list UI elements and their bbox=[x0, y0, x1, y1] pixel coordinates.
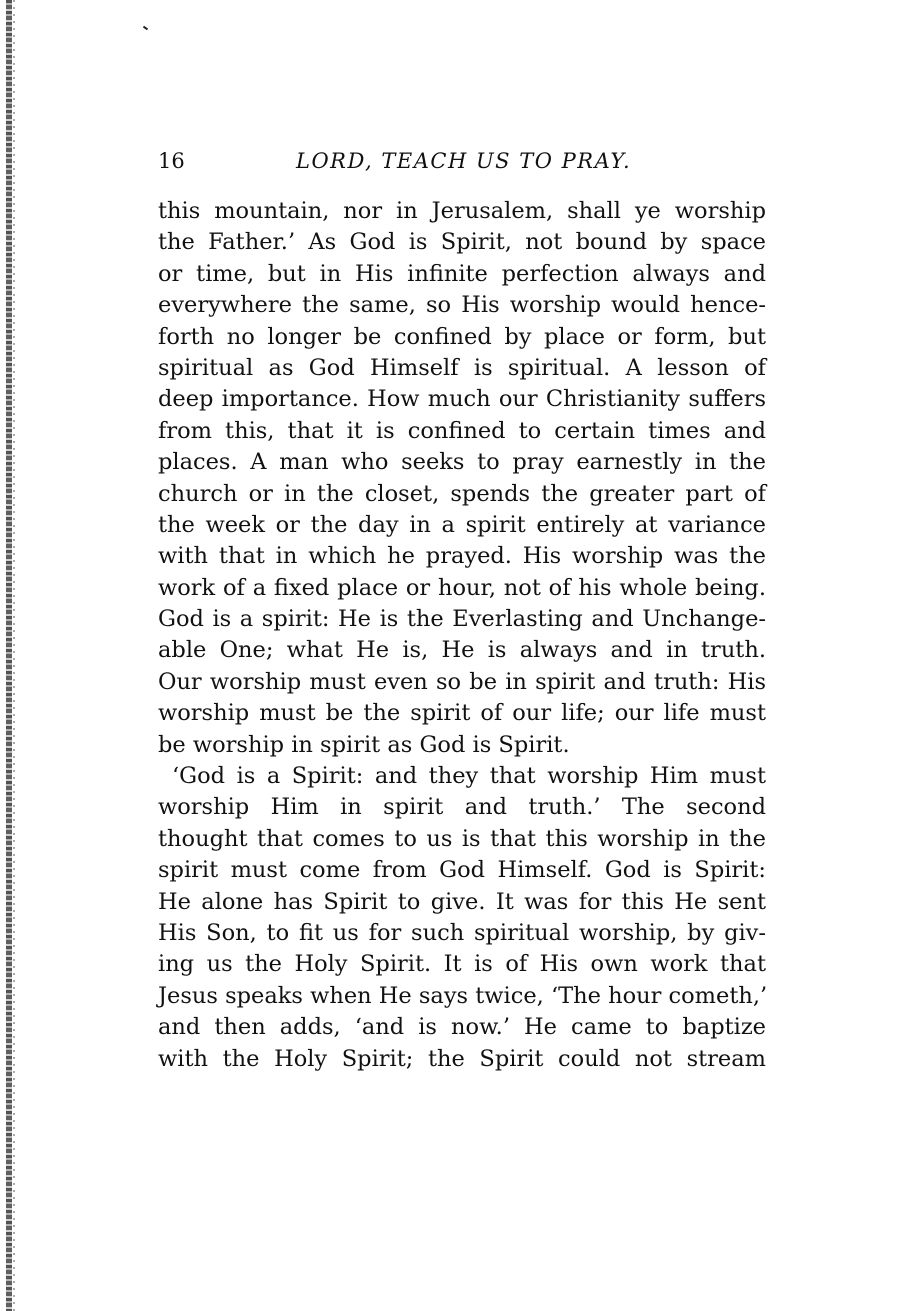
page-binding-edge bbox=[6, 0, 12, 1311]
text-line: spiritual as God Himself is spiritual. A lesson of bbox=[158, 354, 766, 381]
text-line: church or in the closet, spends the greater part of bbox=[158, 480, 766, 507]
text-line: forth no longer be confined by place or form, but bbox=[158, 323, 766, 350]
text-line: this mountain, nor in Jerusalem, shall ye worship bbox=[158, 198, 766, 224]
body-text bbox=[158, 196, 766, 1075]
text-line: worship must be the spirit of our life; our life must bbox=[158, 700, 766, 727]
text-line: spirit must come from God Himself. God is Spirit: bbox=[158, 857, 766, 884]
text-line: work of a fixed place or hour, not of his whole being. bbox=[158, 574, 766, 601]
text-line: with that in which he prayed. His worship was the bbox=[158, 543, 766, 570]
text-line: able One; what He is, He is always and in truth. bbox=[158, 637, 766, 664]
text-line: from this, that it is confined to certain times and bbox=[158, 417, 766, 444]
text-line: worship Him in spirit and truth.’ The second bbox=[158, 794, 766, 821]
text-line: deep importance. How much our Christianity suffers bbox=[158, 386, 766, 413]
text-line: thought that comes to us is that this worship in the bbox=[158, 825, 766, 852]
text-line: ‘God is a Spirit: and they that worship Him must bbox=[172, 763, 766, 790]
text-line: everywhere the same, so His worship would hence- bbox=[158, 292, 766, 319]
text-line: Our worship must even so be in spirit and truth: His bbox=[158, 668, 766, 695]
text-line: He alone has Spirit to give. It was for this He sent bbox=[158, 888, 766, 915]
text-line: with the Holy Spirit; the Spirit could not stream bbox=[158, 1045, 766, 1072]
text-line: the Father.’ As God is Spirit, not bound by space bbox=[158, 229, 766, 256]
text-line: ing us the Holy Spirit. It is of His own work that bbox=[158, 951, 766, 978]
text-line: His Son, to fit us for such spiritual worship, by giv- bbox=[158, 919, 766, 946]
text-line: and then adds, ‘and is now.’ He came to baptize bbox=[158, 1014, 766, 1041]
ink-speck bbox=[143, 26, 148, 31]
text-line: places. A man who seeks to pray earnestly in the bbox=[158, 449, 766, 476]
text-line: Jesus speaks when He says twice, ‘The hour cometh,’ bbox=[158, 982, 768, 1009]
text-line: be worship in spirit as God is Spirit. bbox=[158, 731, 570, 758]
page-header bbox=[158, 146, 768, 178]
page-binding-stitching bbox=[13, 0, 15, 1311]
running-head: LORD, TEACH US TO PRAY. bbox=[296, 149, 632, 173]
text-line: God is a spirit: He is the Everlasting and Unchange- bbox=[158, 606, 766, 633]
page-number: 16 bbox=[158, 149, 185, 173]
text-line: the week or the day in a spirit entirely at variance bbox=[158, 511, 766, 538]
text-line: or time, but in His infinite perfection always and bbox=[158, 260, 766, 287]
